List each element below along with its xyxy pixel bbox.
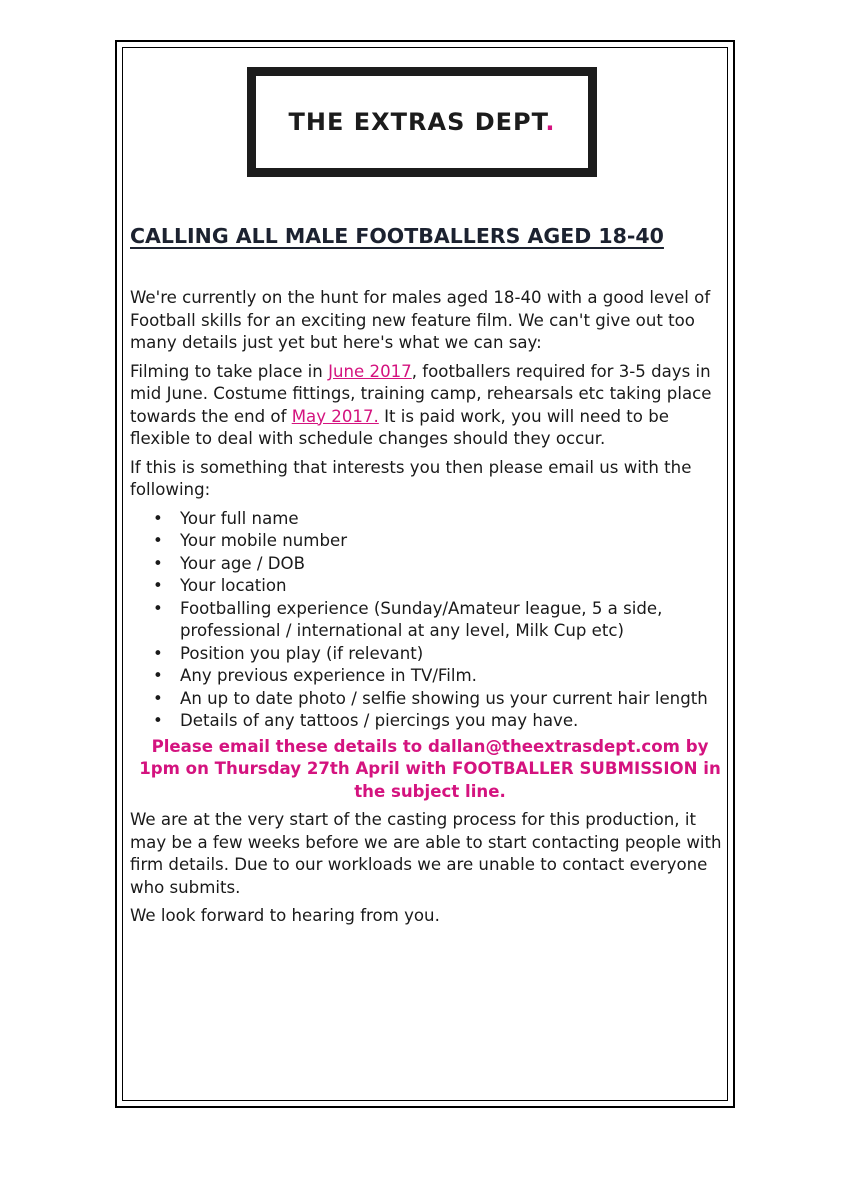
closing-paragraph: We look forward to hearing from you.: [130, 906, 440, 925]
process-paragraph: We are at the very start of the casting process for this production, it may be a few weeks before we are able to start contacting people with firm details. Due to our workloads we are unable to contact everyone who submits.: [130, 810, 722, 897]
list-item-text: Your location: [180, 576, 287, 595]
filming-text-1: Filming to take place in: [130, 361, 329, 381]
brand-logo: [247, 67, 597, 177]
filming-text-3: It is paid work, you will need to be flexible to deal with schedule changes should they occur.: [130, 406, 669, 448]
list-item: [130, 665, 730, 688]
list-item-text: Footballing experience (Sunday/Amateur league, 5 a side, professional / international at any level, Milk Cup etc): [180, 598, 663, 640]
list-item-text: Your age / DOB: [180, 553, 305, 573]
page-title: CALLING ALL MALE FOOTBALLERS AGED 18-40: [130, 224, 664, 248]
list-item-text: Your full name: [180, 508, 299, 528]
filming-date-june-link[interactable]: June 2017: [328, 361, 412, 381]
list-item: [130, 508, 730, 531]
bullet-icon: •: [153, 711, 163, 730]
email-instructions: Please email these details to dallan@theextrasdept.com by 1pm on Thursday 27th April with FOOTBALLER SUBMISSION in the subject line.: [139, 736, 721, 801]
logo-text: THE EXTRAS DEPT: [288, 108, 546, 136]
list-item: [130, 710, 730, 733]
intro-paragraph: We're currently on the hunt for males aged 18-40 with a good level of Football skills for an exciting new feature film. We can't give out too many details just yet but here's what we can say:: [130, 288, 711, 352]
list-item: [130, 643, 730, 666]
bullet-icon: •: [153, 508, 163, 528]
bullet-icon: •: [153, 688, 163, 708]
list-item: [130, 688, 730, 711]
bullet-icon: •: [153, 553, 163, 573]
bullet-icon: •: [153, 531, 163, 550]
list-item: [130, 530, 730, 553]
list-item-text: An up to date photo / selfie showing us your current hair length: [180, 688, 708, 708]
list-item-text: Details of any tattoos / piercings you may have.: [180, 711, 579, 730]
filming-paragraph: [130, 361, 730, 451]
filming-date-may-link[interactable]: May 2017.: [291, 406, 379, 426]
list-item: [130, 575, 730, 598]
logo-wordmark: [289, 108, 556, 136]
list-item-text: Your mobile number: [180, 531, 348, 550]
requirements-list: [130, 508, 730, 733]
bullet-icon: •: [153, 576, 163, 595]
list-item: [130, 553, 730, 576]
filming-text-2: , footballers required for 3-5 days in mid June. Costume fittings, training camp, rehearsals etc taking place towards the end of: [130, 361, 712, 426]
list-item-text: Position you play (if relevant): [180, 643, 424, 663]
list-item: [130, 598, 730, 643]
interest-paragraph: If this is something that interests you then please email us with the following:: [130, 457, 692, 499]
body-content: [130, 287, 730, 934]
logo-dot: .: [545, 108, 556, 136]
bullet-icon: •: [153, 598, 163, 618]
bullet-icon: •: [153, 666, 163, 685]
bullet-icon: •: [153, 643, 163, 663]
list-item-text: Any previous experience in TV/Film.: [180, 666, 477, 685]
